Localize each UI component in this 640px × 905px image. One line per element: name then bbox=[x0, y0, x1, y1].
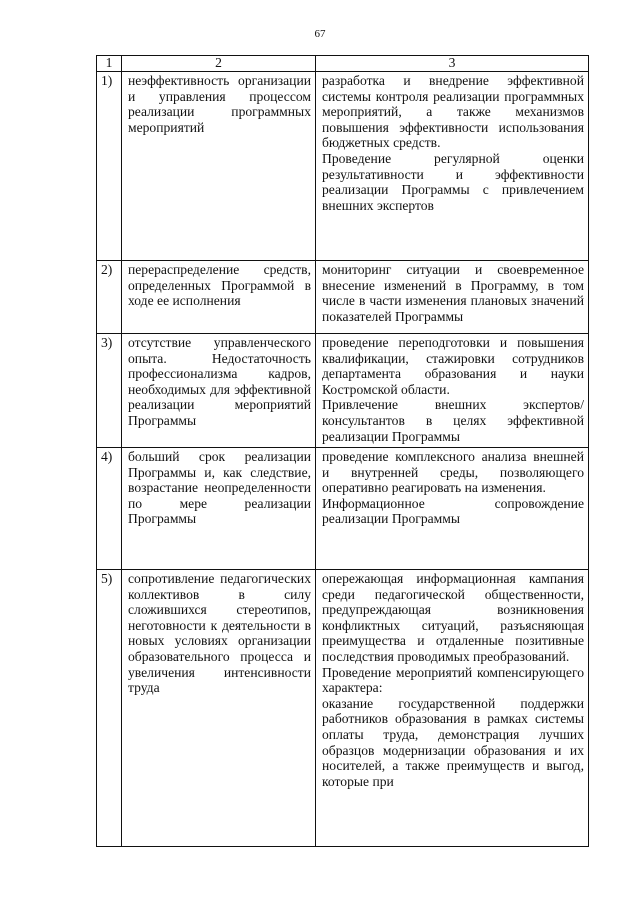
measure-paragraph: оказание государственной поддержки работников образования в рамках системы оплаты труда, демонстрация лучших образцов модернизации образования и их носителей, а также преимуществ и выгод, которые при bbox=[322, 695, 584, 789]
table-row bbox=[97, 448, 589, 570]
risk-cell: больший срок реализации Программы и, как следствие, возрастание неопределенности по мере реализации Программы bbox=[122, 448, 316, 570]
header-col-1: 1 bbox=[97, 56, 122, 72]
measure-paragraph: опережающая информационная кампания среди педагогической общественности, предупреждающая возникновения конфликтных ситуаций, разъясняющая преимущества и отдаленные позитивные последствия проводимых преобразований. bbox=[322, 571, 584, 664]
table-header-row bbox=[97, 56, 589, 72]
header-col-3: 3 bbox=[316, 56, 589, 72]
row-number: 1) bbox=[97, 72, 122, 261]
measures-cell bbox=[316, 570, 589, 847]
row-number: 2) bbox=[97, 261, 122, 334]
row-number: 3) bbox=[97, 334, 122, 448]
table-row bbox=[97, 334, 589, 448]
measure-paragraph: Привлечение внешних экспертов/ консультантов в целях эффективной реализации Программы bbox=[322, 397, 584, 444]
table-row bbox=[97, 72, 589, 261]
risk-cell: отсутствие управленческого опыта. Недостаточность профессионализма кадров, необходимых для эффективной реализации мероприятий Программы bbox=[122, 334, 316, 448]
measure-paragraph: разработка и внедрение эффективной системы контроля реализации программных мероприятий, а также механизмов повышения эффективности использования бюджетных средств. bbox=[322, 73, 584, 151]
page-number: 67 bbox=[314, 28, 326, 40]
risk-cell: неэффективность организации и управления процессом реализации программных мероприятий bbox=[122, 72, 316, 261]
measures-cell bbox=[316, 334, 589, 448]
measure-paragraph: Проведение регулярной оценки результативности и эффективности реализации Программы с привлечением внешних экспертов bbox=[322, 150, 584, 213]
risk-measures-table bbox=[96, 55, 589, 847]
table-row bbox=[97, 261, 589, 334]
measures-cell bbox=[316, 448, 589, 570]
header-col-2: 2 bbox=[122, 56, 316, 72]
table-row bbox=[97, 570, 589, 847]
measure-paragraph: Проведение мероприятий компенсирующего характера: bbox=[322, 664, 584, 696]
risk-cell: сопротивление педагогических коллективов в силу сложившихся стереотипов, неготовности к деятельности в новых условиях организации образовательного процесса и увеличения интенсивности труда bbox=[122, 570, 316, 847]
risk-cell: перераспределение средств, определенных Программой в ходе ее исполнения bbox=[122, 261, 316, 334]
measure-paragraph: проведение переподготовки и повышения квалификации, стажировки сотрудников департамента образования и науки Костромской области. bbox=[322, 335, 584, 397]
measures-cell bbox=[316, 261, 589, 334]
row-number: 5) bbox=[97, 570, 122, 847]
measure-paragraph: Информационное сопровождение реализации Программы bbox=[322, 495, 584, 527]
measure-paragraph: проведение комплексного анализа внешней и внутренней среды, позволяющего оперативно реагировать на изменения. bbox=[322, 449, 584, 496]
measures-cell bbox=[316, 72, 589, 261]
row-number: 4) bbox=[97, 448, 122, 570]
measure-paragraph: мониторинг ситуации и своевременное внесение изменений в Программу, в том числе в части изменения плановых значений показателей Программы bbox=[322, 262, 584, 324]
